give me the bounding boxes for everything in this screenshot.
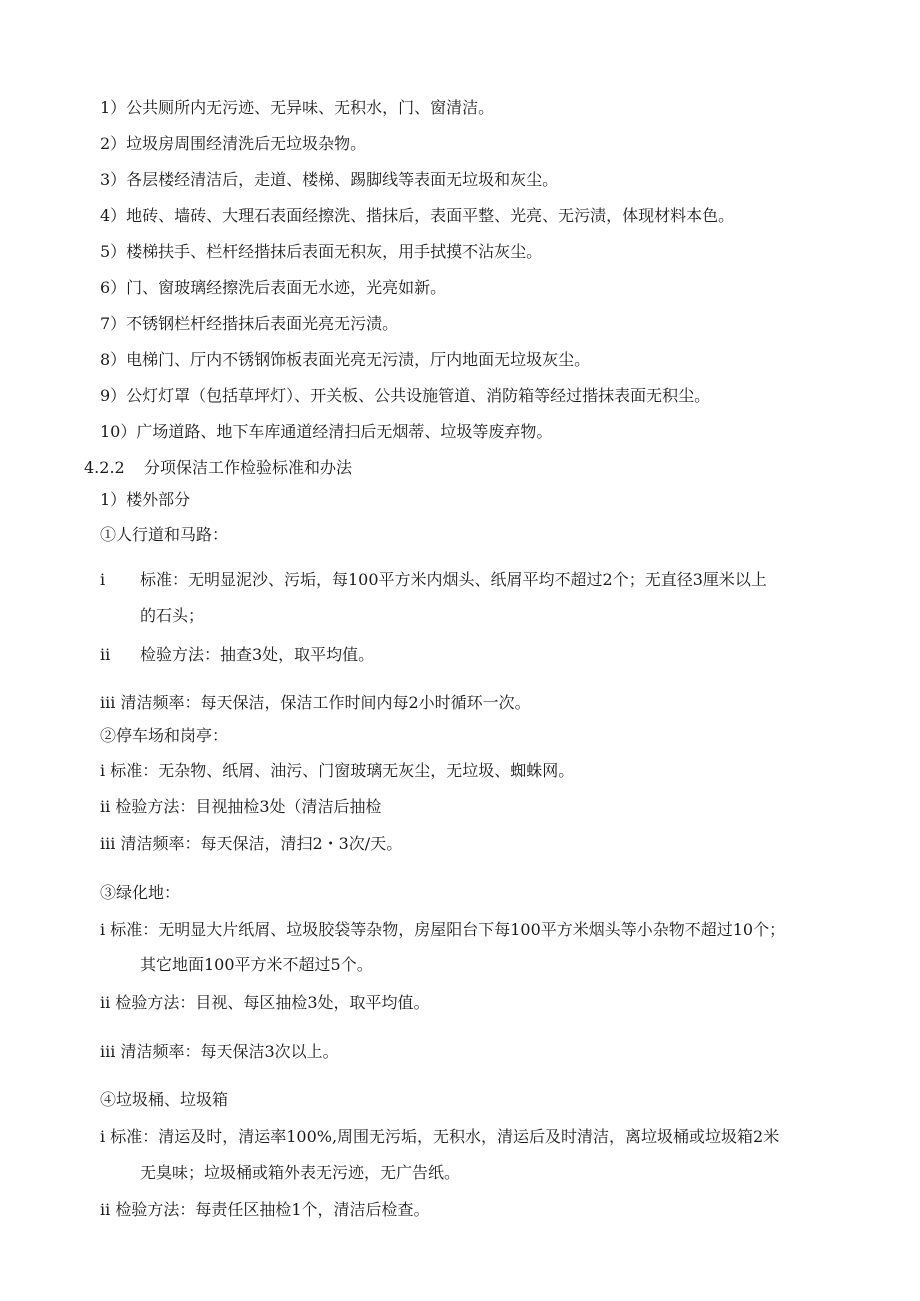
roman-marker: ii <box>100 645 111 664</box>
subsection-title: 1）楼外部分 <box>100 490 191 509</box>
list-item: 1）公共厕所内无污迹、无异味、无积水，门、窗清洁。 <box>100 98 495 117</box>
method-text: 检验方法：抽查3处，取平均值。 <box>140 645 375 664</box>
standard-continuation: 无臭味；垃圾桶或箱外表无污迹，无广告纸。 <box>140 1163 461 1182</box>
frequency-line: iii 清洁频率：每天保洁，保洁工作时间内每2小时循环一次。 <box>100 693 531 712</box>
frequency-line: iii 清洁频率：每天保洁，清扫2・3次/天。 <box>100 834 403 853</box>
list-item: 8）电梯门、厅内不锈钢饰板表面光亮无污渍，厅内地面无垃圾灰尘。 <box>100 350 591 369</box>
item-title: ④垃圾桶、垃圾箱 <box>100 1090 229 1109</box>
standard-continuation: 其它地面100平方米不超过5个。 <box>140 955 373 974</box>
list-item: 2）垃圾房周围经清洗后无垃圾杂物。 <box>100 134 367 153</box>
list-item: 3）各层楼经清洁后，走道、楼梯、踢脚线等表面无垃圾和灰尘。 <box>100 170 559 189</box>
standard-text: 标准：无明显泥沙、污垢，每100平方米内烟头、纸屑平均不超过2个；无直径3厘米以上 <box>140 570 767 589</box>
frequency-line: iii 清洁频率：每天保洁3次以上。 <box>100 1042 339 1061</box>
method-line: ii 检验方法：目视抽检3处（清洁后抽检 <box>100 797 382 816</box>
item-title: ③绿化地： <box>100 883 181 902</box>
list-item: 10）广场道路、地下车库通道经清扫后无烟蒂、垃圾等废弃物。 <box>100 422 553 441</box>
standard-line: i 标准：无杂物、纸屑、油污、门窗玻璃无灰尘，无垃圾、蜘蛛网。 <box>100 761 575 780</box>
section-number: 4.2.2 <box>84 458 125 477</box>
item-title: ①人行道和马路： <box>100 525 229 544</box>
list-item: 7）不锈钢栏杆经揩抹后表面光亮无污渍。 <box>100 314 399 333</box>
method-line: ii 检验方法：每责任区抽检1个，清洁后检查。 <box>100 1200 430 1219</box>
section-title: 分项保洁工作检验标准和办法 <box>144 458 353 477</box>
list-item: 9）公灯灯罩（包括草坪灯）、开关板、公共设施管道、消防箱等经过揩抹表面无积尘。 <box>100 386 711 405</box>
standard-continuation: 的石头； <box>140 606 205 625</box>
standard-line: i 标准：无明显大片纸屑、垃圾胶袋等杂物，房屋阳台下每100平方米烟头等小杂物不超过10个； <box>100 920 786 939</box>
item-title: ②停车场和岗亭： <box>100 726 229 745</box>
list-item: 6）门、窗玻璃经擦洗后表面无水迹，光亮如新。 <box>100 278 447 297</box>
roman-marker: i <box>100 570 106 589</box>
list-item: 4）地砖、墙砖、大理石表面经擦洗、揩抹后，表面平整、光亮、无污渍，体现材料本色。 <box>100 206 735 225</box>
standard-line <box>100 570 767 590</box>
method-line: ii 检验方法：目视、每区抽检3处，取平均值。 <box>100 993 430 1012</box>
section-heading <box>84 458 352 478</box>
method-line <box>100 645 374 665</box>
standard-line: i 标准：清运及时，清运率100%,周围无污垢，无积水，清运后及时清洁，离垃圾桶或垃圾箱2米 <box>100 1127 780 1146</box>
list-item: 5）楼梯扶手、栏杆经揩抹后表面无积灰，用手拭摸不沾灰尘。 <box>100 242 543 261</box>
